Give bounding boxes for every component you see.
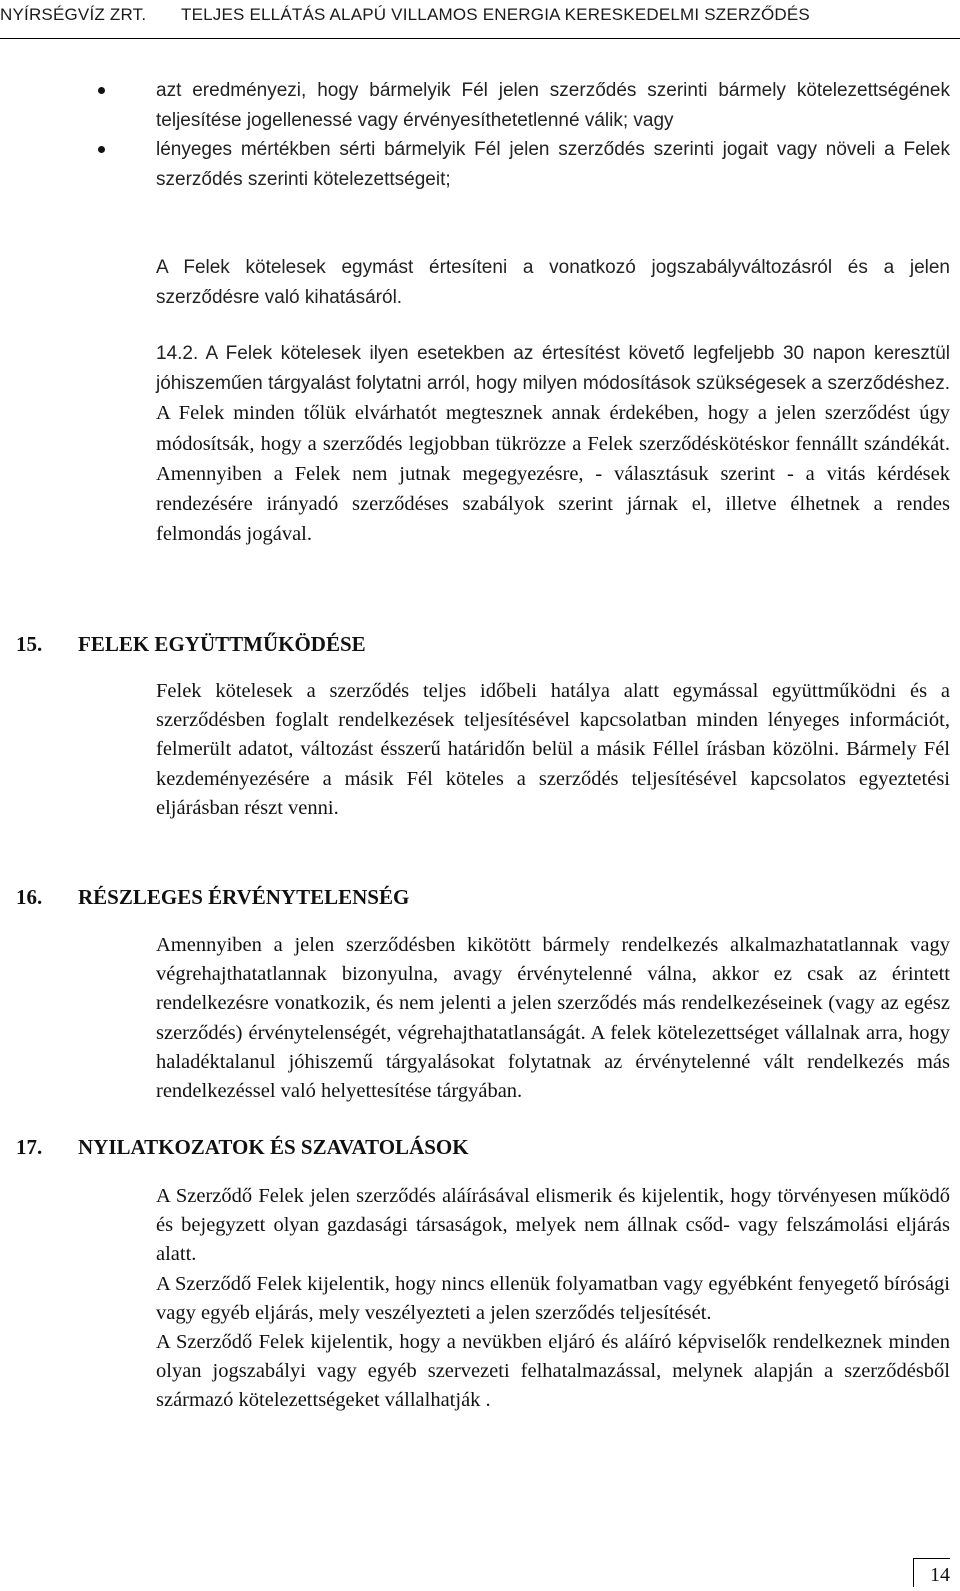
paragraph: A Szerződő Felek kijelentik, hogy a nevükben eljáró és aláíró képviselők rendelkeznek minden olyan jogszabályi vagy egyéb szervezeti felhatalmazással, melynek alapján a szerződésből származó kötelezettségeket vállalhatják . (156, 1331, 950, 1412)
bullet-dot-icon (98, 87, 105, 94)
paragraph: A Szerződő Felek kijelentik, hogy nincs ellenük folyamatban vagy egyébként fenyegető bírósági vagy egyéb eljárás, mely veszélyezteti a jelen szerződés teljesítését. (156, 1272, 950, 1324)
header-company: NYÍRSÉGVÍZ ZRT. (0, 5, 147, 24)
section-heading-16 (16, 884, 409, 910)
section-number: 16. (16, 885, 43, 909)
paragraph: Amennyiben a jelen szerződésben kikötött bármely rendelkezés alkalmazhatatlannak vagy végrehajthatatlannak bizonyulna, avagy érvénytelenné válna, akkor ez csak az érintett rendelkezésre vonatkozik, és nem jelenti a jelen szerződés más rendelkezéseinek (vagy az egész szerződés) érvénytelenségét, végrehajthatatlanságát. A felek kötelezettséget vállalnak arra, hogy haladéktalanul jóhiszemű tárgyalásokat folytatnak az érvénytelenné vált rendelkezés más rendelkezéssel való helyettesítése tárgyában. (156, 934, 950, 1103)
notice-paragraph: A Felek kötelesek egymást értesíteni a vonatkozó jogszabályváltozásról és a jelen szerződésre való kihatásáról. (156, 257, 950, 308)
paragraph: Felek kötelesek a szerződés teljes időbeli hatálya alatt egymással együttműködni és a szerződésben foglalt rendelkezések teljesítésével kapcsolatban minden lényeges információt, felmerült adatot, változást ésszerű határidőn belül a másik Féllel írásban közölni. Bármely Fél kezdeményezésére a másik Fél köteles a szerződés teljesítésével kapcsolatos egyeztetési eljárásban részt venni. (156, 680, 950, 819)
section-17-body (156, 1182, 950, 1416)
section-heading-17 (16, 1134, 469, 1160)
section-title: FELEK EGYÜTTMŰKÖDÉSE (78, 632, 366, 656)
clause-text-part2: A Felek minden tőlük elvárhatót megtesznek annak érdekében, hogy a jelen szerződést úgy módosítsák, hogy a szerződés legjobban tükrözze a Felek szerződéskötéskor fennállt szándékát. Amennyiben a Felek nem jutnak megegyezésre, - választásuk szerint - a vitás kérdések rendezésére irányadó szerződéses szabályok szerint járnak el, illetve élhetnek a rendes felmondás jogával. (156, 402, 950, 546)
bullet-dot-icon (98, 146, 105, 153)
clause-number: 14.2. (156, 343, 199, 364)
page-header (0, 0, 960, 39)
section-number: 15. (16, 632, 43, 656)
section-15-body (156, 677, 950, 823)
section-title: RÉSZLEGES ÉRVÉNYTELENSÉG (78, 885, 410, 909)
condition-bullet-list (0, 76, 960, 194)
section-title: NYILATKOZATOK ÉS SZAVATOLÁSOK (78, 1135, 469, 1159)
bullet-text: lényeges mértékben sérti bármelyik Fél jelen szerződés szerinti jogait vagy növeli a Felek szerződés szerinti kötelezettségeit; (156, 139, 950, 190)
list-item (0, 76, 960, 135)
bullet-text: azt eredményezi, hogy bármelyik Fél jelen szerződés szerinti bármely kötelezettségének teljesítése jogellenessé vagy érvényesíthetetlenné válik; vagy (156, 80, 950, 131)
list-item (0, 135, 960, 194)
page-number: 14 (913, 1558, 950, 1587)
section-heading-15 (16, 631, 366, 657)
clause-14-2 (156, 339, 950, 550)
header-document-title: TELJES ELLÁTÁS ALAPÚ VILLAMOS ENERGIA KERESKEDELMI SZERZŐDÉS (181, 5, 810, 24)
section-number: 17. (16, 1135, 43, 1159)
paragraph: A Szerződő Felek jelen szerződés aláírásával elismerik és kijelentik, hogy törvényesen működő és bejegyzett olyan gazdasági társaságok, melyek nem állnak csőd- vagy felszámolási eljárás alatt. (156, 1185, 950, 1266)
section-16-body (156, 931, 950, 1106)
clause-text-part1: A Felek kötelesek ilyen esetekben az értesítést követő legfeljebb 30 napon keresztül jóhiszeműen tárgyalást folytatni arról, hogy milyen módosítások szükségesek a szerződéshez. (156, 343, 951, 395)
